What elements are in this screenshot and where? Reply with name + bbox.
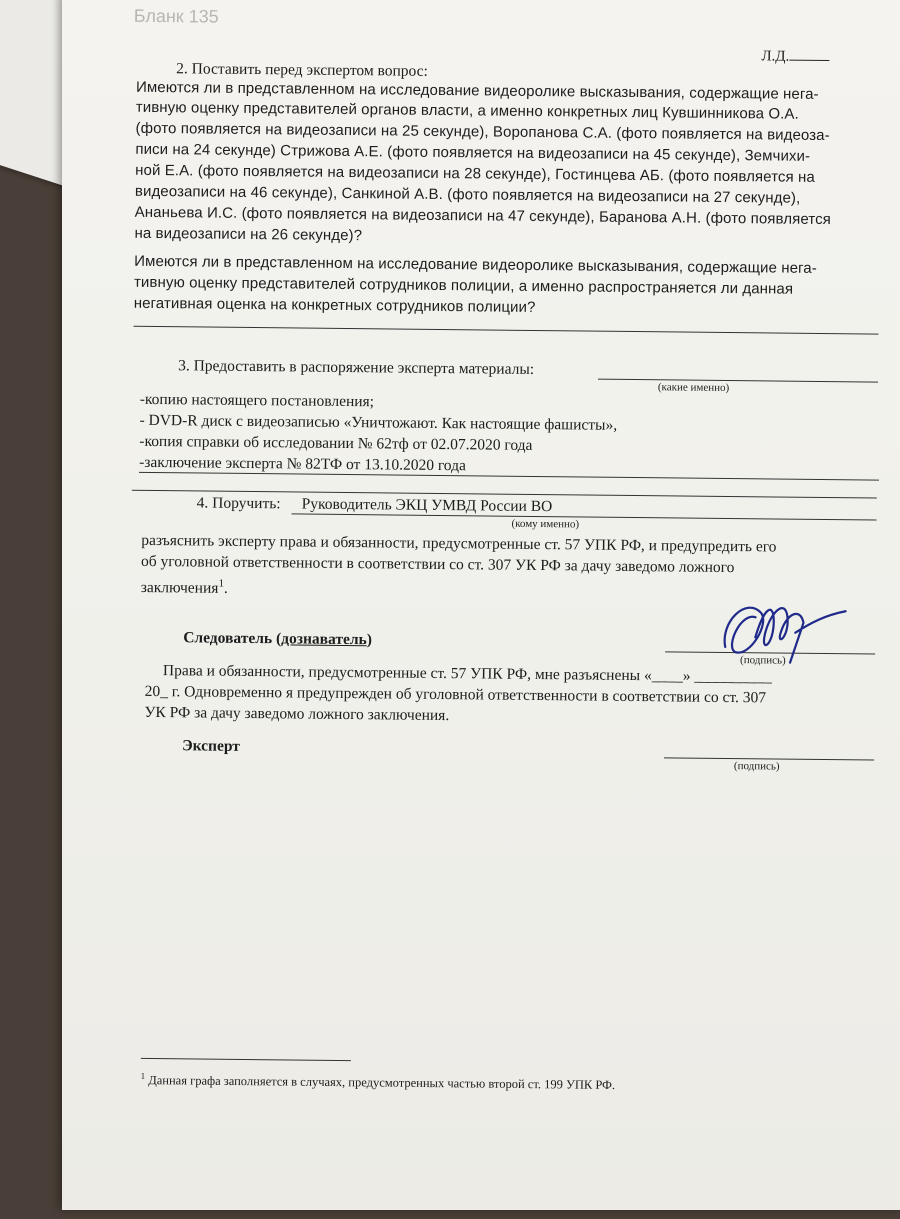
- document-content: [49, 0, 900, 1219]
- case-number-label: [761, 48, 829, 66]
- document-page: [62, 0, 900, 1210]
- materials-caption: (какие именно): [657, 381, 730, 395]
- case-number-text: Л.Д.: [761, 48, 790, 65]
- footnote-reference: 1: [218, 577, 225, 590]
- question-line: тивную оценку представителей сотрудников полиции, а именно распространяется ли данная: [133, 273, 794, 298]
- question-line: Ананьева И.С. (фото появляется на видеозаписи на 47 секунде), Баранова А.Н. (фото появляется: [134, 203, 832, 229]
- footnote: [141, 1071, 616, 1093]
- instruction-period: .: [223, 579, 228, 597]
- assignee-caption: (кому именно): [511, 517, 580, 531]
- question-line: на видеозаписи на 26 секунде)?: [134, 224, 363, 245]
- rights-line: 20_ г. Одновременно я предупрежден об уголовной ответственности в соответствии со ст. 307: [144, 682, 767, 707]
- question-line: (фото появляется на видеозаписи на 25 секунде), Воропанова С.А. (фото появляется на видеоза-: [135, 119, 830, 145]
- instruction-line: разъяснить эксперту права и обязанности, предусмотренные ст. 57 УПК РФ, и предупредить его: [141, 531, 777, 556]
- expert-label: Эксперт: [182, 737, 241, 755]
- expert-signature-caption: (подпись): [733, 760, 780, 773]
- investigator-label: [183, 628, 372, 650]
- instruction-text: заключения: [140, 579, 219, 597]
- section2-heading: 2. Поставить перед экспертом вопрос:: [176, 60, 428, 80]
- question-line: тивную оценку представителей органов власти, а именно конкретных лиц Кувшинникова О.А.: [135, 98, 799, 123]
- footnote-text: Данная графа заполняется в случаях, предусмотренных частью второй ст. 199 УПК РФ.: [145, 1073, 616, 1093]
- assignee-name: Руководитель ЭКЦ УМВД России ВО: [301, 495, 553, 516]
- divider-line: [134, 326, 879, 335]
- investigator-label-suffix: ): [366, 631, 373, 649]
- question-line: негативная оценка на конкретных сотрудников полиции?: [133, 294, 536, 316]
- form-title: Бланк 135: [133, 5, 219, 27]
- investigator-label-underlined: дознаватель: [281, 630, 367, 649]
- rights-line: Права и обязанности, предусмотренные ст. 57 УПК РФ, мне разъяснены «____» __________: [162, 662, 772, 686]
- investigator-signature-caption: (подпись): [740, 654, 786, 667]
- material-item: -копия справки об исследовании № 62тф от 02.07.2020 года: [139, 432, 533, 454]
- question-line: видеозаписи на 46 секунде), Санкиной А.В. (фото появляется на видеозаписи на 27 секунде),: [134, 182, 801, 207]
- section3-heading: 3. Предоставить в распоряжение эксперта материалы:: [178, 357, 535, 378]
- material-item: -заключение эксперта № 82ТФ от 13.10.2020 года: [139, 453, 467, 475]
- footnote-separator: [141, 1058, 351, 1061]
- investigator-label-prefix: Следователь (: [183, 629, 282, 648]
- section4-label: 4. Поручить:: [196, 494, 281, 513]
- assignee-line: [292, 513, 877, 520]
- material-item: -копию настоящего постановления;: [139, 390, 375, 411]
- question-line: ной Е.А. (фото появляется на видеозаписи на 28 секунде), Гостинцева АБ. (фото появляется на: [135, 161, 815, 186]
- case-number-blank: [789, 60, 829, 61]
- rights-line: УК РФ за дачу заведомо ложного заключения.: [144, 703, 450, 725]
- instruction-line: об уголовной ответственности в соответствии со ст. 307 УК РФ за дачу заведомо ложного: [140, 552, 735, 577]
- question-line: писи на 24 секунде) Стрижова А.Е. (фото появляется на видеозаписи на 45 секунде), Земчихи-: [135, 140, 811, 165]
- question-line: Имеются ли в представленном на исследование видеоролике высказывания, содержащие нега-: [134, 252, 817, 277]
- footnote-mark: 1: [140, 1070, 146, 1081]
- instruction-line: [141, 573, 228, 600]
- divider-line: [139, 472, 879, 481]
- materials-blank-line: [598, 379, 878, 383]
- question-line: Имеются ли в представленном на исследование видеоролике высказывания, содержащие нега-: [135, 78, 819, 103]
- material-item: - DVD-R диск с видеозаписью «Уничтожают. Как настоящие фашисты»,: [139, 411, 618, 434]
